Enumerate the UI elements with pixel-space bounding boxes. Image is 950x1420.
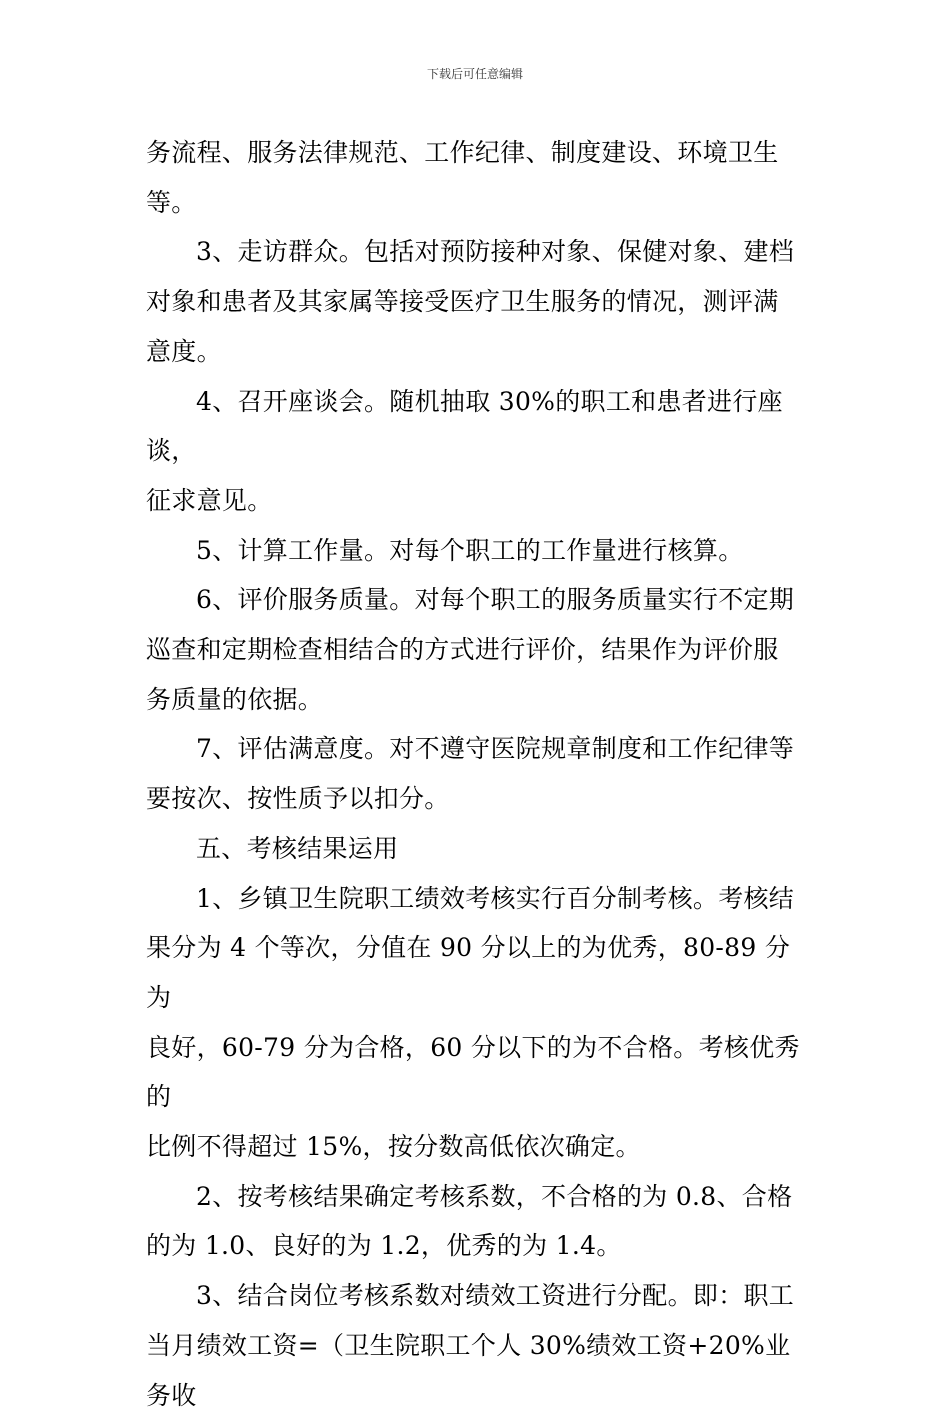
paragraph	[146, 1271, 810, 1420]
text-line: 五、考核结果运用	[196, 833, 399, 863]
paragraph	[146, 1172, 810, 1271]
text-line: 的为 1.0、良好的为 1.2，优秀的为 1.4。	[146, 1231, 622, 1261]
text-line: 5、计算工作量。对每个职工的工作量进行核算。	[196, 535, 744, 565]
text-line: 果分为 4 个等次，分值在 90 分以上的为优秀，80-89 分为	[146, 933, 791, 1012]
text-line: 等。	[146, 187, 197, 217]
text-line: 3、走访群众。包括对预防接种对象、保健对象、建档	[196, 237, 795, 267]
text-line: 良好，60-79 分为合格，60 分以下的为不合格。考核优秀的	[146, 1032, 800, 1112]
text-line: 务流程、服务法律规范、工作纪律、制度建设、环境卫生	[146, 138, 779, 167]
text-line: 比例不得超过 15%，按分数高低依次确定。	[146, 1132, 641, 1162]
text-line: 对象和患者及其家属等接受医疗卫生服务的情况，测评满	[146, 287, 779, 317]
paragraph	[146, 824, 810, 874]
text-line: 要按次、按性质予以扣分。	[146, 784, 450, 814]
paragraph	[146, 227, 810, 376]
paragraph	[146, 377, 810, 526]
text-line: 7、评估满意度。对不遵守医院规章制度和工作纪律等	[196, 734, 795, 764]
text-line: 意度。	[146, 336, 222, 366]
paragraph	[146, 128, 810, 227]
text-line: 2、按考核结果确定考核系数，不合格的为 0.8、合格	[196, 1181, 793, 1211]
paragraph	[146, 526, 810, 576]
paragraph	[146, 575, 810, 724]
text-line: 3、结合岗位考核系数对绩效工资进行分配。即：职工	[196, 1281, 795, 1311]
paragraph	[146, 874, 810, 1172]
text-line: 征求意见。	[146, 485, 273, 515]
page-header: 下载后可任意编辑	[426, 67, 523, 81]
text-line: 6、评价服务质量。对每个职工的服务质量实行不定期	[196, 585, 795, 615]
text-line: 1、乡镇卫生院职工绩效考核实行百分制考核。考核结	[196, 883, 795, 913]
text-line: 巡查和定期检查相结合的方式进行评价，结果作为评价服	[146, 635, 779, 665]
text-line: 务质量的依据。	[146, 684, 324, 714]
paragraph	[146, 724, 810, 823]
text-line: 当月绩效工资=（卫生院职工个人 30%绩效工资+20%业务收	[146, 1330, 791, 1410]
document-body	[146, 128, 810, 1420]
text-line: 4、召开座谈会。随机抽取 30%的职工和患者进行座谈，	[146, 386, 783, 466]
